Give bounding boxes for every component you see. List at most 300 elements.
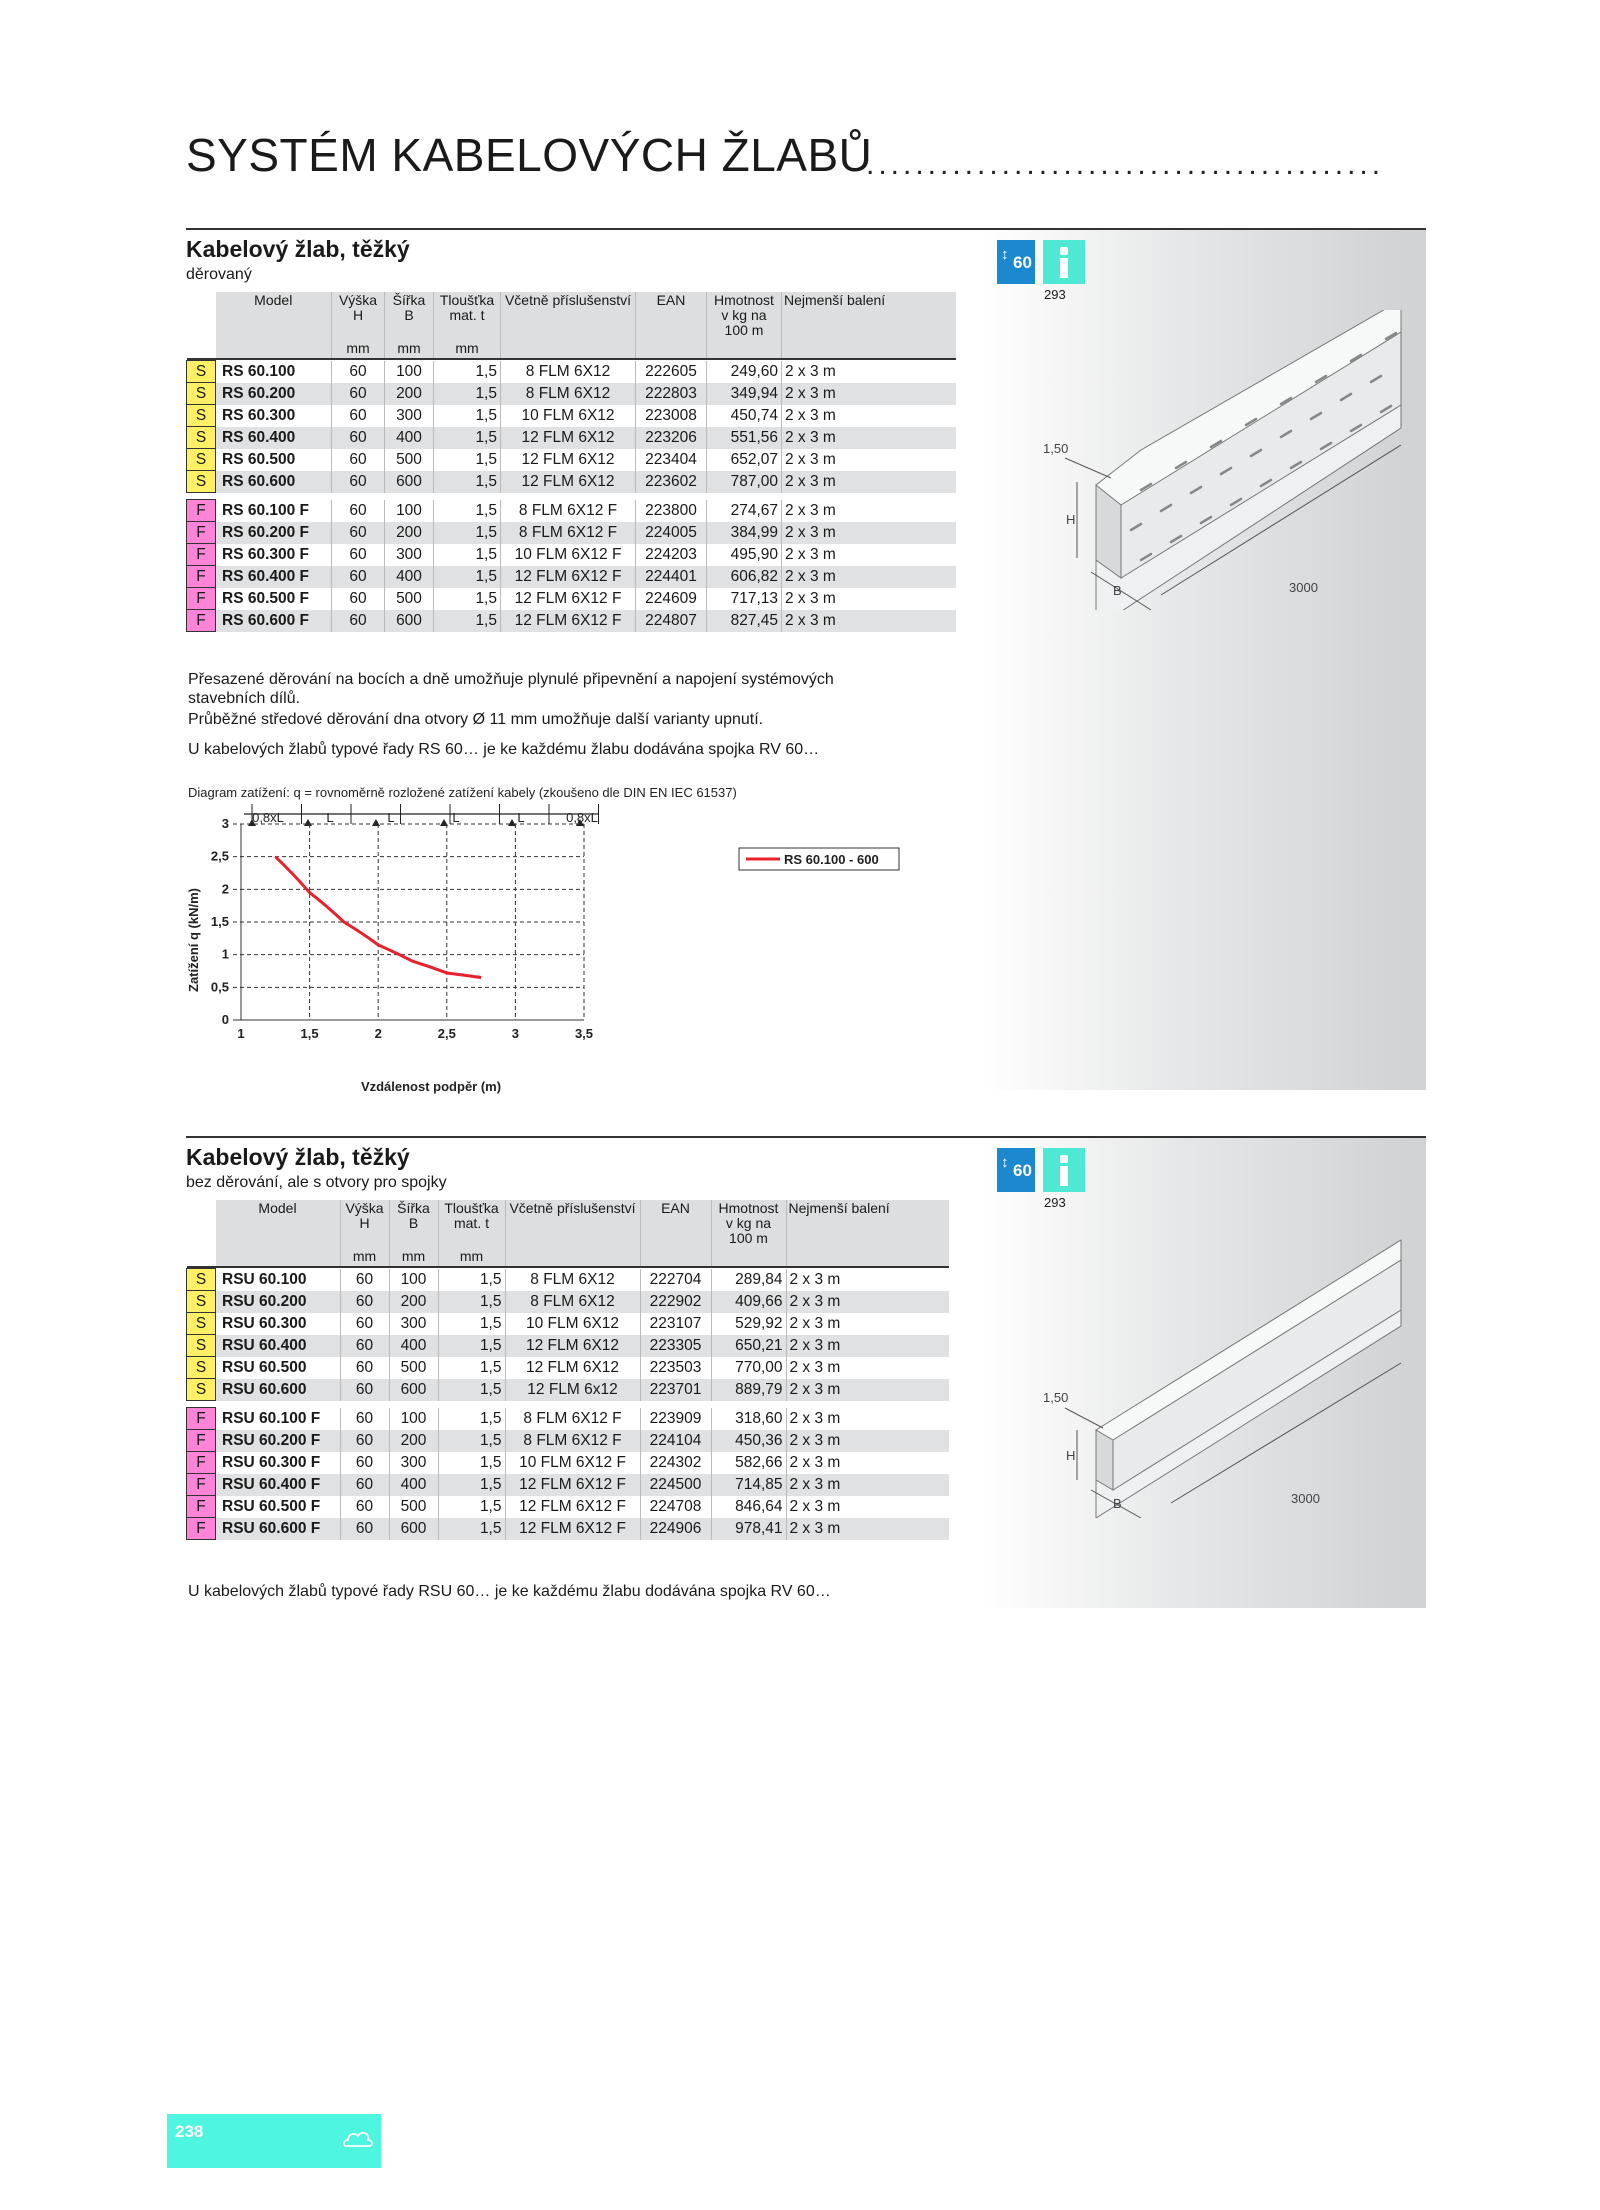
thickness-value: 1,5 bbox=[438, 1518, 505, 1540]
thickness-value: 1,5 bbox=[438, 1291, 505, 1313]
col-height: Výška H bbox=[340, 1200, 389, 1246]
packaging-value: 2 x 3 m bbox=[782, 427, 957, 449]
width-label: B bbox=[1113, 583, 1122, 598]
table-row bbox=[187, 500, 957, 522]
height-value: 60 bbox=[340, 1357, 389, 1379]
model-code: RSU 60.200 bbox=[216, 1291, 341, 1313]
support-icon bbox=[508, 819, 516, 826]
height-value: 60 bbox=[332, 383, 385, 405]
ean-value: 224609 bbox=[636, 588, 707, 610]
col-model: Model bbox=[216, 1200, 341, 1246]
thickness-value: 1,5 bbox=[438, 1335, 505, 1357]
accessories-value: 10 FLM 6X12 F bbox=[501, 544, 636, 566]
table-row bbox=[187, 1335, 949, 1357]
width-value: 400 bbox=[385, 566, 434, 588]
col-packaging: Nejmenší balení bbox=[782, 292, 957, 338]
row-type-tag: F bbox=[187, 1430, 216, 1452]
packaging-value: 2 x 3 m bbox=[782, 449, 957, 471]
packaging-value: 2 x 3 m bbox=[782, 522, 957, 544]
ean-value: 222605 bbox=[636, 361, 707, 383]
width-value: 100 bbox=[385, 500, 434, 522]
accessories-value: 10 FLM 6X12 bbox=[501, 405, 636, 427]
col-ean: EAN bbox=[640, 1200, 711, 1246]
packaging-value: 2 x 3 m bbox=[782, 500, 957, 522]
col-weight: Hmotnost v kg na 100 m bbox=[707, 292, 782, 338]
model-code: RS 60.300 F bbox=[222, 546, 310, 563]
model-code: RSU 60.100 bbox=[222, 1271, 307, 1288]
height-label: H bbox=[1066, 512, 1076, 527]
section-title: Kabelový žlab, těžký bbox=[186, 236, 410, 262]
y-axis-label: Zatížení q (kN/m) bbox=[186, 887, 201, 993]
weight-value: 846,64 bbox=[711, 1496, 786, 1518]
length-label: 3000 bbox=[1289, 580, 1318, 595]
product-note: U kabelových žlabů typové řady RS 60… je ke každému žlabu dodávána spojka RV 60… bbox=[188, 741, 820, 758]
ean-value: 222902 bbox=[640, 1291, 711, 1313]
accessories-value: 12 FLM 6X12 bbox=[501, 471, 636, 493]
packaging-value: 2 x 3 m bbox=[782, 610, 957, 632]
table-row bbox=[187, 427, 957, 449]
width-value: 300 bbox=[389, 1452, 438, 1474]
model-code: RSU 60.400 F bbox=[216, 1474, 341, 1496]
weight-value: 606,82 bbox=[707, 566, 782, 588]
width-value: 200 bbox=[389, 1430, 438, 1452]
weight-value: 495,90 bbox=[707, 544, 782, 566]
product-side-panel bbox=[981, 1138, 1426, 1608]
col-thickness: Tloušťka mat. t bbox=[434, 292, 501, 338]
x-tick-label: 1 bbox=[237, 1026, 245, 1041]
packaging-value: 2 x 3 m bbox=[786, 1291, 949, 1313]
y-tick-label: 0,5 bbox=[210, 979, 229, 995]
x-tick-label: 3,5 bbox=[574, 1026, 594, 1041]
height-value: 60 bbox=[332, 566, 385, 588]
table-row bbox=[187, 1430, 949, 1452]
width-value: 500 bbox=[389, 1496, 438, 1518]
table-row bbox=[187, 1496, 949, 1518]
y-tick-label: 0 bbox=[221, 1012, 229, 1027]
model-code: RS 60.200 F bbox=[216, 522, 332, 544]
badge-height-value: 60 bbox=[1013, 1161, 1032, 1180]
info-icon[interactable] bbox=[1043, 1148, 1085, 1192]
span-label: L bbox=[452, 810, 460, 825]
model-code: RSU 60.300 bbox=[222, 1315, 307, 1332]
height-value: 60 bbox=[332, 405, 385, 427]
packaging-value: 2 x 3 m bbox=[786, 1496, 949, 1518]
col-width: Šířka B bbox=[389, 1200, 438, 1246]
col-thickness: Tloušťka mat. t bbox=[438, 1200, 505, 1246]
width-value: 600 bbox=[385, 610, 434, 632]
packaging-value: 2 x 3 m bbox=[782, 471, 957, 493]
thickness-value: 1,5 bbox=[438, 1408, 505, 1430]
model-code: RSU 60.200 F bbox=[216, 1430, 341, 1452]
weight-value: 714,85 bbox=[711, 1474, 786, 1496]
x-tick-label: 3 bbox=[511, 1026, 520, 1041]
accessories-value: 8 FLM 6X12 bbox=[505, 1291, 640, 1313]
length-label: 3000 bbox=[1291, 1491, 1320, 1506]
width-value: 400 bbox=[385, 427, 434, 449]
height-value: 60 bbox=[340, 1335, 389, 1357]
row-type-tag: S bbox=[187, 471, 216, 493]
table-row bbox=[187, 1313, 949, 1335]
height-value: 60 bbox=[332, 427, 385, 449]
row-type-tag: S bbox=[187, 1269, 216, 1291]
packaging-value: 2 x 3 m bbox=[786, 1452, 949, 1474]
page-title: SYSTÉM KABELOVÝCH ŽLABŮ bbox=[186, 129, 873, 181]
row-type-tag: F bbox=[187, 1474, 216, 1496]
product-side-panel bbox=[981, 230, 1426, 1090]
row-type-tag: F bbox=[187, 544, 216, 566]
weight-value: 650,21 bbox=[711, 1335, 786, 1357]
model-code: RSU 60.300 F bbox=[222, 1454, 321, 1471]
thickness-value: 1,5 bbox=[434, 361, 501, 383]
y-tick-label: 1,5 bbox=[210, 914, 229, 929]
height-value: 60 bbox=[332, 449, 385, 471]
height-value: 60 bbox=[340, 1291, 389, 1313]
thickness-value: 1,5 bbox=[434, 383, 501, 405]
section-rs60 bbox=[186, 228, 1426, 1108]
width-value: 400 bbox=[389, 1474, 438, 1496]
row-type-tag: F bbox=[187, 1452, 216, 1474]
span-label: 0,8xL bbox=[252, 810, 284, 825]
packaging-value: 2 x 3 m bbox=[782, 566, 957, 588]
reference-page: 293 bbox=[1044, 287, 1066, 302]
ean-value: 224401 bbox=[636, 566, 707, 588]
row-type-tag: S bbox=[187, 1291, 216, 1313]
y-tick-label: 2 bbox=[221, 881, 229, 897]
width-value: 300 bbox=[389, 1313, 438, 1335]
model-code: RS 60.500 bbox=[222, 451, 296, 468]
row-type-tag: F bbox=[187, 500, 216, 522]
product-note: Průběžné středové děrování dna otvory Ø 11 mm umožňuje další varianty upnutí. bbox=[188, 711, 764, 728]
accessories-value: 8 FLM 6X12 F bbox=[505, 1430, 640, 1452]
thickness-value: 1,5 bbox=[438, 1496, 505, 1518]
ean-value: 224005 bbox=[636, 522, 707, 544]
height-value: 60 bbox=[340, 1430, 389, 1452]
unit-mm: mm bbox=[438, 1246, 505, 1266]
accessories-value: 12 FLM 6X12 bbox=[501, 427, 636, 449]
thickness-value: 1,5 bbox=[434, 588, 501, 610]
col-accessories: Včetně příslušenství bbox=[501, 292, 636, 338]
model-code: RS 60.400 bbox=[216, 427, 332, 449]
model-code: RS 60.100 bbox=[222, 363, 296, 380]
height-value: 60 bbox=[332, 544, 385, 566]
col-weight: Hmotnost v kg na 100 m bbox=[711, 1200, 786, 1246]
ean-value: 223305 bbox=[640, 1335, 711, 1357]
col-accessories: Včetně příslušenství bbox=[505, 1200, 640, 1246]
accessories-value: 12 FLM 6X12 F bbox=[505, 1496, 640, 1518]
row-type-tag: S bbox=[187, 1357, 216, 1379]
height-value: 60 bbox=[332, 522, 385, 544]
accessories-value: 12 FLM 6X12 bbox=[501, 449, 636, 471]
model-code: RS 60.300 bbox=[222, 407, 296, 424]
table-row bbox=[187, 1291, 949, 1313]
ean-value: 222704 bbox=[640, 1269, 711, 1291]
packaging-value: 2 x 3 m bbox=[786, 1518, 949, 1540]
weight-value: 582,66 bbox=[711, 1452, 786, 1474]
chart-title: Diagram zatížení: q = rovnoměrně rozložené zatížení kabely (zkoušeno dle DIN EN IEC 61537) bbox=[188, 785, 737, 800]
ean-value: 224302 bbox=[640, 1452, 711, 1474]
weight-value: 770,00 bbox=[711, 1357, 786, 1379]
accessories-value: 10 FLM 6X12 F bbox=[505, 1452, 640, 1474]
weight-value: 384,99 bbox=[707, 522, 782, 544]
thickness-value: 1,5 bbox=[434, 500, 501, 522]
accessories-value: 12 FLM 6X12 F bbox=[501, 610, 636, 632]
ean-value: 224203 bbox=[636, 544, 707, 566]
width-value: 100 bbox=[389, 1408, 438, 1430]
thickness-value: 1,5 bbox=[434, 405, 501, 427]
width-value: 200 bbox=[385, 383, 434, 405]
section-rsu60 bbox=[186, 1136, 1426, 1616]
product-note: U kabelových žlabů typové řady RSU 60… je ke každému žlabu dodávána spojka RV 60… bbox=[188, 1583, 831, 1600]
packaging-value: 2 x 3 m bbox=[786, 1474, 949, 1496]
model-code: RSU 60.400 bbox=[216, 1335, 341, 1357]
width-value: 500 bbox=[385, 588, 434, 610]
weight-value: 717,13 bbox=[707, 588, 782, 610]
thickness-value: 1,5 bbox=[438, 1430, 505, 1452]
table-row bbox=[187, 405, 957, 427]
unit-mm: mm bbox=[340, 1246, 389, 1266]
row-type-tag: S bbox=[187, 361, 216, 383]
table-row bbox=[187, 1379, 949, 1401]
solid-tray-drawing bbox=[1001, 1218, 1421, 1518]
thickness-value: 1,5 bbox=[438, 1269, 505, 1291]
width-value: 300 bbox=[385, 544, 434, 566]
width-value: 500 bbox=[389, 1357, 438, 1379]
thickness-value: 1,5 bbox=[434, 610, 501, 632]
thickness-value: 1,5 bbox=[438, 1452, 505, 1474]
row-type-tag: S bbox=[187, 449, 216, 471]
packaging-value: 2 x 3 m bbox=[782, 361, 957, 383]
row-type-tag: F bbox=[187, 522, 216, 544]
table-row bbox=[187, 471, 957, 493]
weight-value: 409,66 bbox=[711, 1291, 786, 1313]
table-row bbox=[187, 361, 957, 383]
height-value: 60 bbox=[332, 500, 385, 522]
model-code: RSU 60.600 F bbox=[216, 1518, 341, 1540]
ean-value: 223206 bbox=[636, 427, 707, 449]
accessories-value: 12 FLM 6X12 bbox=[505, 1335, 640, 1357]
model-code: RSU 60.500 F bbox=[222, 1498, 321, 1515]
accessories-value: 8 FLM 6X12 bbox=[501, 361, 636, 383]
weight-value: 787,00 bbox=[707, 471, 782, 493]
row-type-tag: S bbox=[187, 405, 216, 427]
ean-value: 223404 bbox=[636, 449, 707, 471]
height-value: 60 bbox=[340, 1408, 389, 1430]
row-type-tag: S bbox=[187, 1313, 216, 1335]
weight-value: 450,36 bbox=[711, 1430, 786, 1452]
height-value: 60 bbox=[340, 1496, 389, 1518]
packaging-value: 2 x 3 m bbox=[786, 1313, 949, 1335]
thickness-value: 1,5 bbox=[438, 1379, 505, 1401]
section-title: Kabelový žlab, těžký bbox=[186, 1144, 410, 1170]
width-value: 200 bbox=[389, 1291, 438, 1313]
packaging-value: 2 x 3 m bbox=[782, 544, 957, 566]
y-tick-label: 1 bbox=[221, 946, 229, 962]
title-dot-leader: .......................................... bbox=[866, 150, 1385, 180]
weight-value: 349,94 bbox=[707, 383, 782, 405]
model-code: RSU 60.100 F bbox=[222, 1410, 321, 1427]
packaging-value: 2 x 3 m bbox=[782, 383, 957, 405]
row-type-tag: F bbox=[187, 1408, 216, 1430]
x-tick-label: 2,5 bbox=[437, 1026, 456, 1041]
product-note: Přesazené děrování na bocích a dně umožňuje plynulé připevnění a napojení systémových stavebních dílů. bbox=[188, 671, 834, 707]
section-subtitle: bez děrování, ale s otvory pro spojky bbox=[186, 1174, 447, 1191]
thickness-value: 1,5 bbox=[434, 522, 501, 544]
row-type-tag: S bbox=[187, 1379, 216, 1401]
table-row bbox=[187, 1408, 949, 1430]
thickness-value: 1,5 bbox=[434, 471, 501, 493]
table-row bbox=[187, 1474, 949, 1496]
model-code: RS 60.600 F bbox=[216, 610, 332, 632]
page-footer-tab bbox=[167, 2114, 381, 2168]
width-value: 100 bbox=[385, 361, 434, 383]
packaging-value: 2 x 3 m bbox=[786, 1379, 949, 1401]
accessories-value: 8 FLM 6X12 F bbox=[501, 500, 636, 522]
weight-value: 889,79 bbox=[711, 1379, 786, 1401]
table-row bbox=[187, 449, 957, 471]
accessories-value: 10 FLM 6X12 bbox=[505, 1313, 640, 1335]
legend-label: RS 60.100 - 600 bbox=[784, 852, 879, 867]
ean-value: 223107 bbox=[640, 1313, 711, 1335]
col-model: Model bbox=[216, 292, 332, 338]
packaging-value: 2 x 3 m bbox=[786, 1408, 949, 1430]
packaging-value: 2 x 3 m bbox=[782, 405, 957, 427]
height-value: 60 bbox=[340, 1452, 389, 1474]
unit-mm: mm bbox=[434, 338, 501, 358]
width-label: B bbox=[1113, 1496, 1122, 1511]
thickness-value: 1,5 bbox=[434, 449, 501, 471]
height-value: 60 bbox=[340, 1379, 389, 1401]
weight-value: 318,60 bbox=[711, 1408, 786, 1430]
unit-mm: mm bbox=[385, 338, 434, 358]
packaging-value: 2 x 3 m bbox=[786, 1269, 949, 1291]
ean-value: 224906 bbox=[640, 1518, 711, 1540]
table-row bbox=[187, 383, 957, 405]
height-arrow-icon: ↕ bbox=[1001, 1154, 1009, 1171]
row-type-tag: F bbox=[187, 588, 216, 610]
thickness-value: 1,5 bbox=[434, 566, 501, 588]
model-code: RSU 60.500 bbox=[222, 1359, 307, 1376]
accessories-value: 12 FLM 6X12 bbox=[505, 1357, 640, 1379]
table-row bbox=[187, 610, 957, 632]
thickness-value: 1,5 bbox=[434, 427, 501, 449]
width-value: 500 bbox=[385, 449, 434, 471]
height-60-badge bbox=[997, 1148, 1035, 1192]
width-value: 600 bbox=[389, 1379, 438, 1401]
span-label: L bbox=[326, 810, 334, 825]
unit-mm: mm bbox=[389, 1246, 438, 1266]
table-row bbox=[187, 566, 957, 588]
ean-value: 223701 bbox=[640, 1379, 711, 1401]
height-arrow-icon: ↕ bbox=[1001, 246, 1009, 263]
span-label: L bbox=[517, 810, 525, 825]
ean-value: 224500 bbox=[640, 1474, 711, 1496]
ean-value: 224708 bbox=[640, 1496, 711, 1518]
height-value: 60 bbox=[332, 471, 385, 493]
thickness-value: 1,5 bbox=[438, 1474, 505, 1496]
height-value: 60 bbox=[340, 1518, 389, 1540]
ean-value: 223602 bbox=[636, 471, 707, 493]
row-type-tag: F bbox=[187, 610, 216, 632]
accessories-value: 12 FLM 6X12 F bbox=[501, 566, 636, 588]
width-value: 200 bbox=[385, 522, 434, 544]
thickness-value: 1,5 bbox=[434, 544, 501, 566]
badge-height-value: 60 bbox=[1013, 253, 1032, 272]
ean-value: 223008 bbox=[636, 405, 707, 427]
y-tick-label: 2,5 bbox=[210, 848, 229, 864]
row-type-tag: F bbox=[187, 566, 216, 588]
thickness-value: 1,5 bbox=[438, 1357, 505, 1379]
weight-value: 529,92 bbox=[711, 1313, 786, 1335]
width-value: 300 bbox=[385, 405, 434, 427]
height-value: 60 bbox=[332, 588, 385, 610]
info-icon[interactable] bbox=[1043, 240, 1085, 284]
thickness-label: 1,50 bbox=[1043, 1390, 1069, 1405]
weight-value: 978,41 bbox=[711, 1518, 786, 1540]
x-tick-label: 1,5 bbox=[300, 1026, 319, 1041]
packaging-value: 2 x 3 m bbox=[782, 588, 957, 610]
col-packaging: Nejmenší balení bbox=[786, 1200, 949, 1246]
table-row bbox=[187, 1452, 949, 1474]
perforated-tray-drawing bbox=[1001, 310, 1421, 610]
thickness-label: 1,50 bbox=[1043, 441, 1069, 456]
height-value: 60 bbox=[340, 1269, 389, 1291]
weight-value: 289,84 bbox=[711, 1269, 786, 1291]
width-value: 600 bbox=[385, 471, 434, 493]
ean-value: 222803 bbox=[636, 383, 707, 405]
weight-value: 652,07 bbox=[707, 449, 782, 471]
product-table-rs60 bbox=[186, 292, 956, 632]
accessories-value: 12 FLM 6X12 F bbox=[501, 588, 636, 610]
weight-value: 249,60 bbox=[707, 361, 782, 383]
table-row bbox=[187, 522, 957, 544]
ean-value: 223503 bbox=[640, 1357, 711, 1379]
model-code: RS 60.500 F bbox=[222, 590, 310, 607]
support-icon bbox=[304, 819, 312, 826]
section-subtitle: děrovaný bbox=[186, 266, 252, 283]
accessories-value: 12 FLM 6X12 F bbox=[505, 1518, 640, 1540]
model-code: RS 60.400 F bbox=[216, 566, 332, 588]
width-value: 400 bbox=[389, 1335, 438, 1357]
thickness-value: 1,5 bbox=[438, 1313, 505, 1335]
ean-value: 224104 bbox=[640, 1430, 711, 1452]
accessories-value: 8 FLM 6X12 F bbox=[505, 1408, 640, 1430]
col-ean: EAN bbox=[636, 292, 707, 338]
packaging-value: 2 x 3 m bbox=[786, 1430, 949, 1452]
row-type-tag: F bbox=[187, 1518, 216, 1540]
table-row bbox=[187, 1518, 949, 1540]
accessories-value: 12 FLM 6x12 bbox=[505, 1379, 640, 1401]
reference-page: 293 bbox=[1044, 1195, 1066, 1210]
model-code: RS 60.600 bbox=[216, 471, 332, 493]
table-row bbox=[187, 1357, 949, 1379]
model-code: RSU 60.600 bbox=[216, 1379, 341, 1401]
x-tick-label: 2 bbox=[374, 1026, 382, 1041]
y-tick-label: 3 bbox=[221, 816, 229, 831]
table-row bbox=[187, 544, 957, 566]
col-width: Šířka B bbox=[385, 292, 434, 338]
width-value: 600 bbox=[389, 1518, 438, 1540]
model-code: RS 60.100 F bbox=[222, 502, 310, 519]
page-number: 238 bbox=[175, 2122, 204, 2141]
accessories-value: 8 FLM 6X12 bbox=[501, 383, 636, 405]
packaging-value: 2 x 3 m bbox=[786, 1335, 949, 1357]
weight-value: 450,74 bbox=[707, 405, 782, 427]
x-axis-label: Vzdálenost podpěr (m) bbox=[360, 1079, 502, 1094]
weight-value: 551,56 bbox=[707, 427, 782, 449]
height-value: 60 bbox=[332, 361, 385, 383]
span-label: L bbox=[387, 810, 395, 825]
ean-value: 223800 bbox=[636, 500, 707, 522]
